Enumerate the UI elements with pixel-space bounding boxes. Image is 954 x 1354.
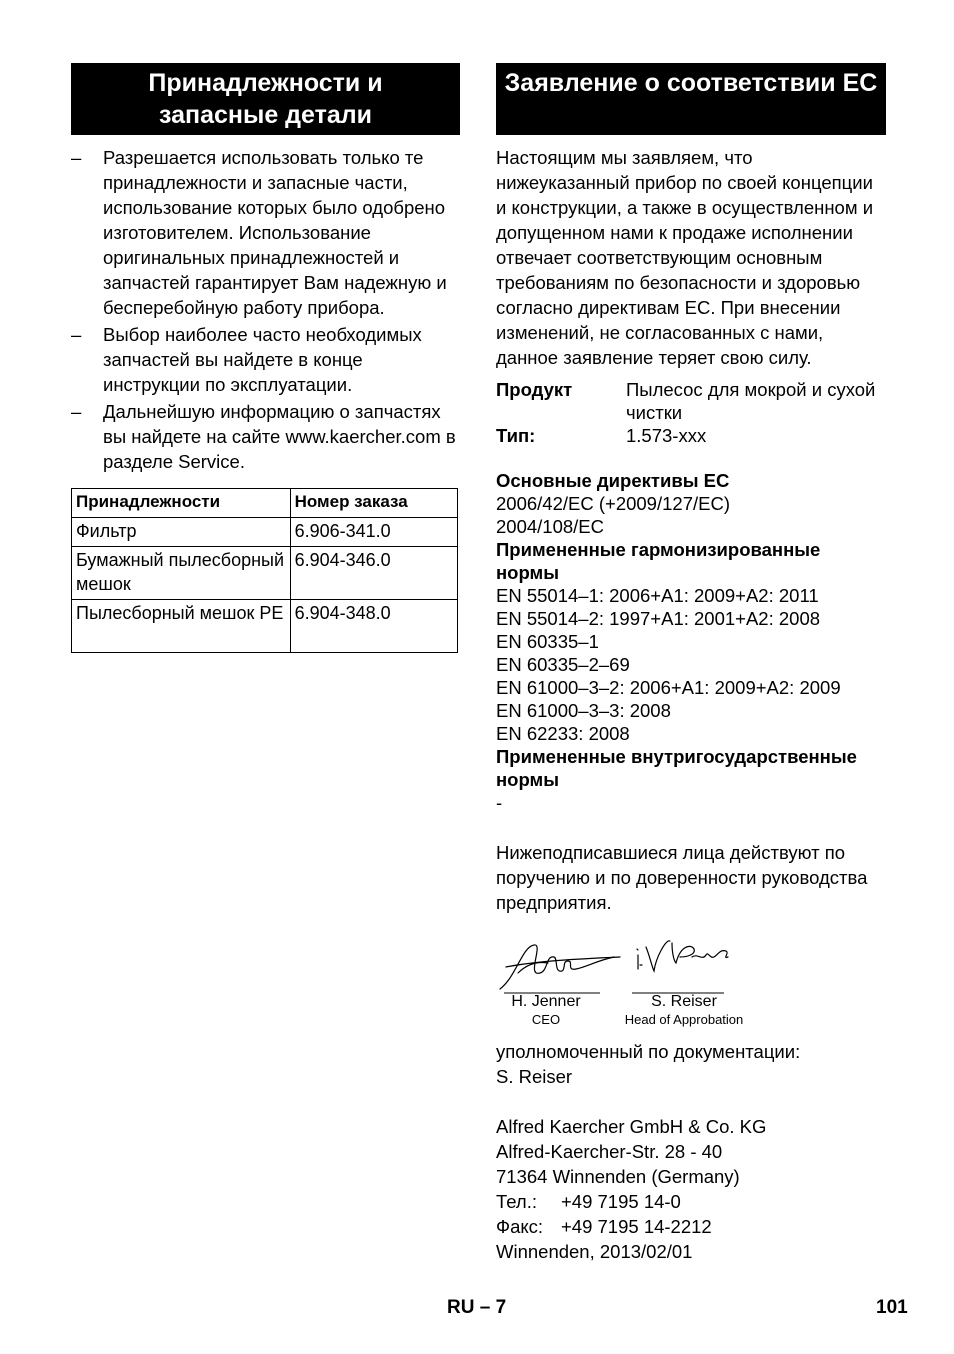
harmonized-item: EN 60335–1 bbox=[496, 631, 599, 652]
fax-line bbox=[496, 1214, 886, 1239]
product-row bbox=[496, 378, 886, 424]
harmonized-item: EN 62233: 2008 bbox=[496, 723, 630, 744]
harmonized-item: EN 55014–2: 1997+A1: 2001+A2: 2008 bbox=[496, 608, 821, 629]
authorized-name: S. Reiser bbox=[496, 1066, 573, 1087]
harmonized-item: EN 61000–3–3: 2008 bbox=[496, 700, 671, 721]
national-title: Примененные внутригосударственные нормы bbox=[496, 746, 857, 790]
harmonized-item: EN 61000–3–2: 2006+A1: 2009+A2: 2009 bbox=[496, 677, 841, 698]
table-cell-order-number: 6.904-346.0 bbox=[290, 547, 457, 600]
fax-value: +49 7195 14-2212 bbox=[561, 1216, 712, 1237]
harmonized-item: EN 55014–1: 2006+A1: 2009+A2: 2011 bbox=[496, 585, 819, 606]
phone-label: Тел.: bbox=[496, 1191, 538, 1212]
harmonized-item: EN 60335–2–69 bbox=[496, 654, 630, 675]
address-line: Alfred Kaercher GmbH & Co. KG bbox=[496, 1116, 767, 1137]
table-row bbox=[72, 600, 458, 653]
authorized-label: уполномоченный по документации: bbox=[496, 1041, 801, 1062]
section-marker: RU – 7 bbox=[447, 1297, 507, 1318]
directive-item: 2006/42/EC (+2009/127/EC) bbox=[496, 493, 730, 514]
signer-role: CEO bbox=[531, 1012, 561, 1027]
signer-name: S. Reiser bbox=[651, 993, 717, 1010]
handwritten-signatures bbox=[496, 927, 886, 997]
accessories-section bbox=[71, 63, 460, 653]
signer-name: H. Jenner bbox=[511, 993, 581, 1010]
directives-block bbox=[496, 469, 886, 814]
signature-block bbox=[496, 927, 886, 1037]
product-label: Продукт bbox=[496, 379, 573, 400]
fax-label: Факс: bbox=[496, 1216, 544, 1237]
accessories-table bbox=[71, 488, 458, 653]
signature-reiser bbox=[614, 993, 754, 1029]
table-header-row bbox=[72, 489, 458, 518]
ec-declaration-section bbox=[496, 63, 886, 1264]
signers-note: Нижеподписавшиеся лица действуют по поручению и по доверенности руководства предприятия. bbox=[496, 842, 868, 913]
list-item: – Дальнейшую информацию о запчастях вы найдете на сайте www.kaercher.com в разделе Service. bbox=[71, 401, 456, 472]
type-row bbox=[496, 424, 886, 447]
address-line: 71364 Winnenden (Germany) bbox=[496, 1166, 740, 1187]
table-cell-accessory: Фильтр bbox=[72, 518, 291, 547]
national-value: - bbox=[496, 792, 503, 813]
directives-title: Основные директивы ЕС bbox=[496, 470, 730, 491]
column-header-accessories: Принадлежности bbox=[72, 489, 291, 518]
place-date: Winnenden, 2013/02/01 bbox=[496, 1241, 693, 1262]
declaration-intro-text: Настоящим мы заявляем, что нижеуказанный прибор по своей концепции и конструкции, а также в осуществленном и допущенном нами к продаже исполнении отвечает соответствующим основным требованиям по безопасности и здоровью согласно директивам ЕС. При внесении изменений, не согласованных с нами, данное заявление теряет свою силу. bbox=[496, 147, 874, 368]
accessories-heading: Принадлежности и запасные детали bbox=[71, 63, 460, 135]
signature-jenner bbox=[498, 993, 594, 1029]
table-row bbox=[72, 547, 458, 600]
table-cell-accessory: Пылесборный мешок PE bbox=[72, 600, 291, 653]
table-cell-order-number: 6.906-341.0 bbox=[290, 518, 457, 547]
list-item: – Разрешается использовать только те принадлежности и запасные части, использование которых было одобрено изготовителем. Использование оригинальных принадлежностей и запчастей гарантирует Вам надежную и бесперебойную работу прибора. bbox=[71, 147, 447, 318]
company-address bbox=[496, 1114, 886, 1264]
product-value: Пылесос для мокрой и сухой чистки bbox=[626, 379, 876, 423]
list-item: – Выбор наиболее часто необходимых запчастей вы найдете в конце инструкции по эксплуатации. bbox=[71, 324, 422, 395]
column-header-order-number: Номер заказа bbox=[290, 489, 457, 518]
table-row bbox=[72, 518, 458, 547]
accessories-bullet-list bbox=[71, 145, 460, 474]
address-line: Alfred-Kaercher-Str. 28 - 40 bbox=[496, 1141, 723, 1162]
phone-line bbox=[496, 1189, 886, 1214]
table-cell-accessory: Бумажный пылесборный мешок bbox=[72, 547, 291, 600]
signer-role: Head of Approbation bbox=[624, 1012, 744, 1027]
ec-declaration-heading: Заявление о соответствии ЕС bbox=[496, 63, 886, 135]
harmonized-title: Примененные гармонизированные нормы bbox=[496, 539, 821, 583]
table-cell-order-number: 6.904-348.0 bbox=[290, 600, 457, 653]
type-value: 1.573-xxx bbox=[626, 425, 707, 446]
phone-value: +49 7195 14-0 bbox=[561, 1191, 681, 1212]
directive-item: 2004/108/EC bbox=[496, 516, 605, 537]
product-info bbox=[496, 378, 886, 447]
authorized-block bbox=[496, 1039, 886, 1089]
type-label: Тип: bbox=[496, 425, 536, 446]
page-number: 101 bbox=[876, 1297, 908, 1318]
